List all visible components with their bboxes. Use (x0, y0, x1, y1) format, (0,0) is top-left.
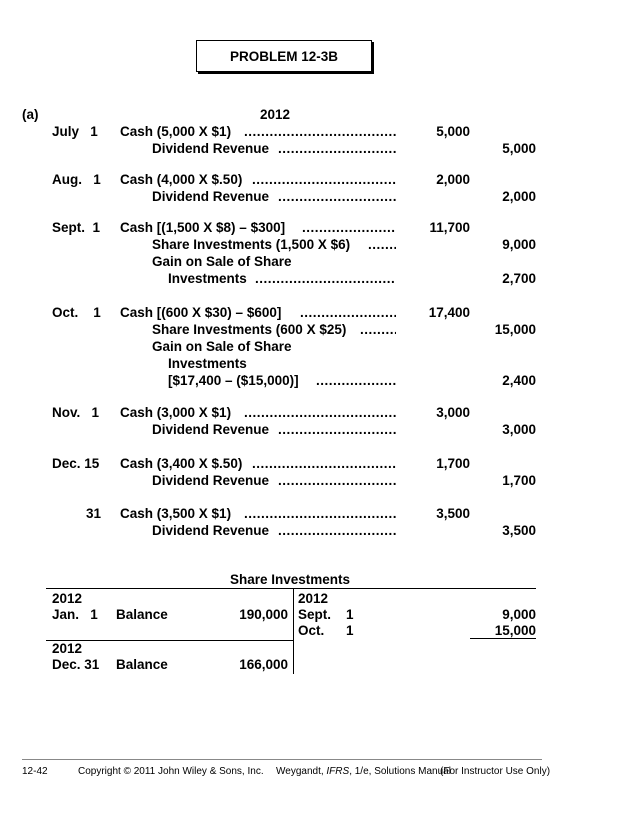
debit-amount: 2,000 (436, 172, 470, 187)
debit-account: Cash (5,000 X $1) (120, 124, 232, 139)
leader-dots (278, 523, 396, 538)
credit-amount-2: 2,700 (502, 271, 536, 286)
leader-dots (278, 189, 396, 204)
t-account-title: Share Investments (230, 572, 351, 587)
entry-date: Nov. 1 (52, 405, 100, 420)
credit-account: Dividend Revenue (152, 141, 270, 156)
entry-date: July 1 (52, 124, 98, 139)
t-account-balance-rule (46, 640, 293, 641)
credit-account: Share Investments (1,500 X $6) (152, 237, 351, 252)
part-label: (a) (22, 107, 39, 122)
left-amount-2: 166,000 (239, 657, 288, 672)
debit-amount: 5,000 (436, 124, 470, 139)
t-account-top-rule (46, 588, 536, 589)
debit-account: Cash [(600 X $30) – $600] (120, 305, 282, 320)
credit-amount: 5,000 (502, 141, 536, 156)
credit-account-line2: Gain on Sale of Share (152, 254, 292, 269)
debit-amount: 3,000 (436, 405, 470, 420)
leader-dots (278, 473, 396, 488)
credit-amount-2: 2,400 (502, 373, 536, 388)
leader-dots (252, 172, 396, 187)
left-year-2: 2012 (52, 641, 83, 656)
debit-amount: 17,400 (428, 305, 470, 320)
debit-amount: 3,500 (436, 506, 470, 521)
credit-amount: 3,000 (502, 422, 536, 437)
right-amount-2: 15,000 (494, 623, 536, 638)
left-desc-2: Balance (116, 657, 168, 672)
credit-account: Dividend Revenue (152, 473, 270, 488)
footer-page-number: 12-42 (22, 766, 48, 777)
right-day: 1 (346, 607, 354, 622)
leader-dots (244, 124, 396, 139)
entry-date: Oct. 1 (52, 305, 101, 320)
entry-date: Sept. 1 (52, 220, 101, 235)
credit-account-line4: [$17,400 – ($15,000)] (168, 373, 299, 388)
left-desc: Balance (116, 607, 168, 622)
leader-dots (244, 405, 396, 420)
leader-dots (252, 456, 396, 471)
credit-amount: 3,500 (502, 523, 536, 538)
credit-amount: 9,000 (502, 237, 536, 252)
credit-account-line3: Investments (168, 271, 247, 286)
debit-account: Cash (3,000 X $1) (120, 405, 232, 420)
right-year: 2012 (298, 591, 329, 606)
footer-rule (22, 759, 542, 760)
right-month-2: Oct. (298, 623, 325, 638)
credit-account-line3: Investments (168, 356, 247, 371)
problem-title: PROBLEM 12-3B (196, 40, 372, 72)
leader-dots (300, 305, 396, 320)
debit-account: Cash (3,400 X $.50) (120, 456, 243, 471)
t-account-center-rule (293, 588, 294, 674)
footer-book: Weygandt, IFRS, 1/e, Solutions Manual (276, 766, 451, 777)
leader-dots (316, 373, 396, 388)
right-month: Sept. (298, 607, 332, 622)
leader-dots (278, 422, 396, 437)
credit-account: Share Investments (600 X $25) (152, 322, 347, 337)
entry-date: 31 (86, 506, 102, 521)
credit-amount: 1,700 (502, 473, 536, 488)
debit-account: Cash (3,500 X $1) (120, 506, 232, 521)
footer-instructor-note: (For Instructor Use Only) (440, 766, 551, 777)
leader-dots (302, 220, 396, 235)
debit-amount: 11,700 (429, 220, 470, 235)
credit-account: Dividend Revenue (152, 422, 270, 437)
leader-dots (255, 271, 396, 286)
credit-amount: 15,000 (494, 322, 536, 337)
leader-dots (360, 322, 396, 337)
debit-amount: 1,700 (436, 456, 470, 471)
credit-amount: 2,000 (502, 189, 536, 204)
credit-account: Dividend Revenue (152, 189, 270, 204)
right-amount: 9,000 (502, 607, 536, 622)
right-day-2: 1 (346, 623, 354, 638)
leader-dots (368, 237, 396, 252)
footer-copyright: Copyright © 2011 John Wiley & Sons, Inc. (78, 766, 264, 777)
entry-date: Aug. 1 (52, 172, 101, 187)
credit-account: Dividend Revenue (152, 523, 270, 538)
journal-year: 2012 (260, 107, 291, 122)
left-date: Jan. 1 (52, 607, 98, 622)
entry-date: Dec. 15 (52, 456, 100, 471)
leader-dots (244, 506, 396, 521)
left-amount: 190,000 (239, 607, 288, 622)
left-year: 2012 (52, 591, 83, 606)
right-total-rule (470, 638, 536, 639)
credit-account-line2: Gain on Sale of Share (152, 339, 292, 354)
left-date-2: Dec. 31 (52, 657, 100, 672)
leader-dots (278, 141, 396, 156)
debit-account: Cash (4,000 X $.50) (120, 172, 243, 187)
debit-account: Cash [(1,500 X $8) – $300] (120, 220, 286, 235)
